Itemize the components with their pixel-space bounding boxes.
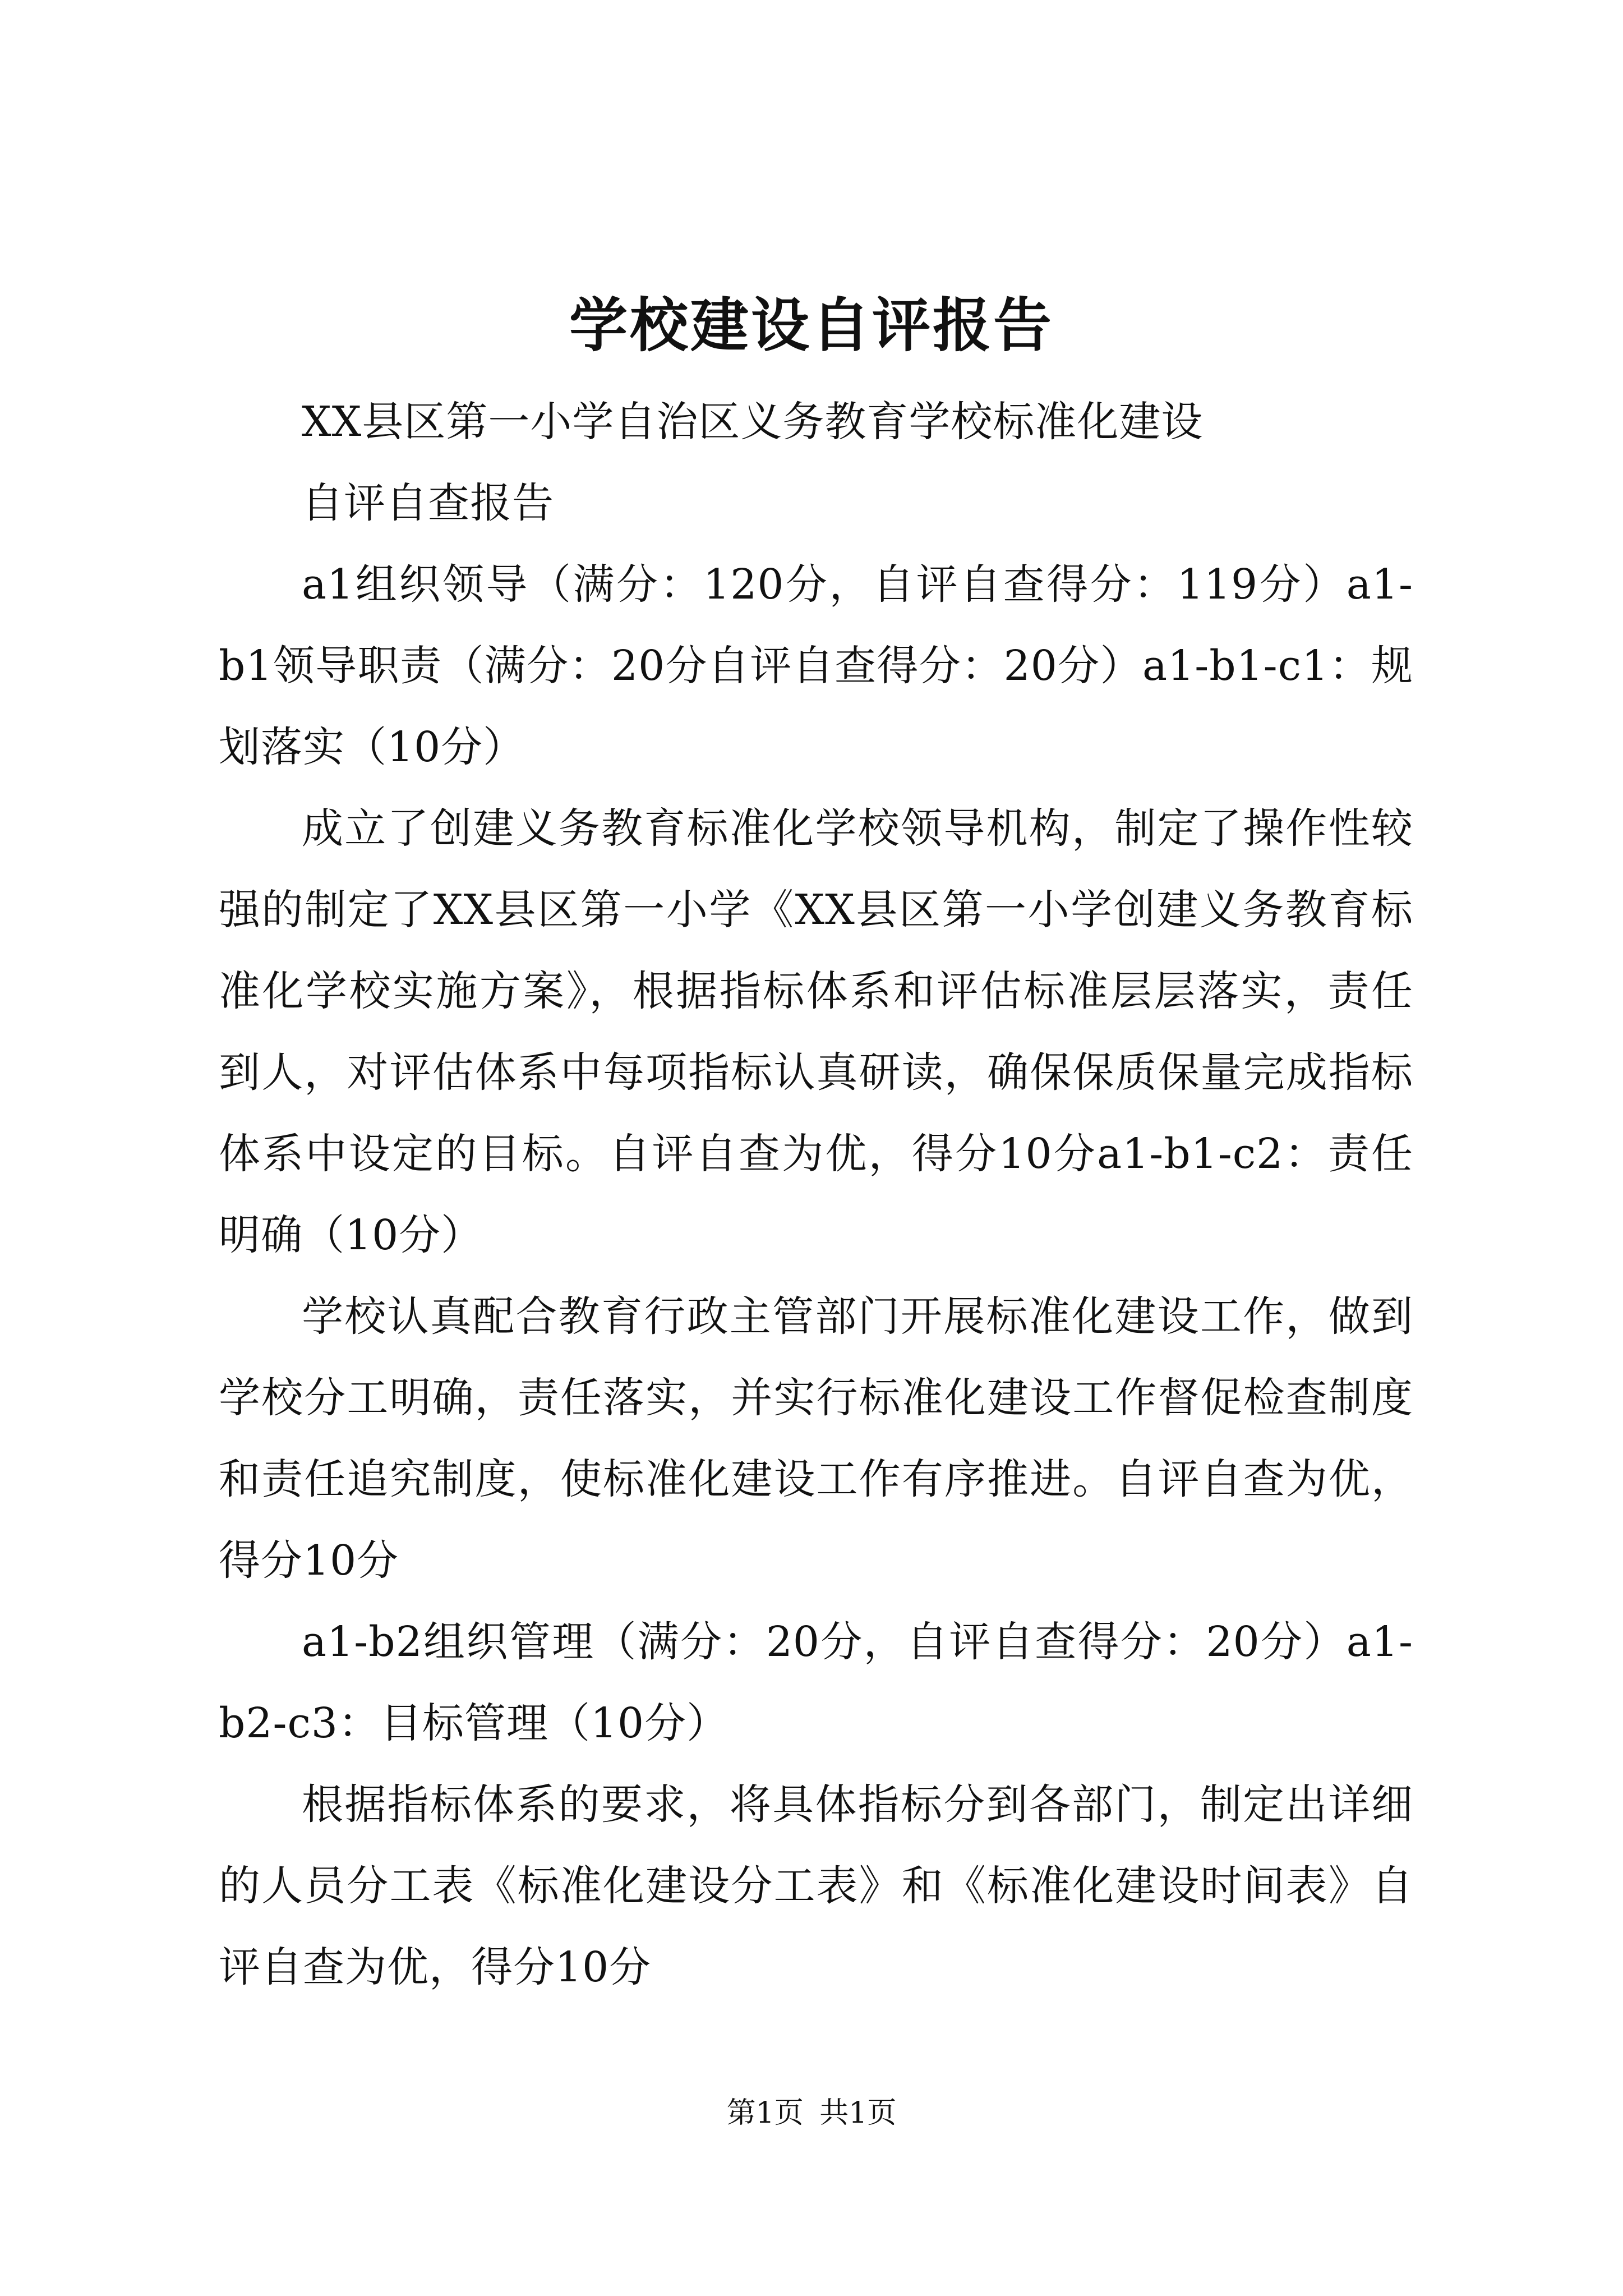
paragraph-c3-content: 根据指标体系的要求，将具体指标分到各部门，制定出详细的人员分工表《标准化建设分工表》和《标准化建设时间表》自评自查为优，得分10分 <box>219 1780 1413 1991</box>
page-number: 第1页 <box>726 2096 804 2130</box>
page-footer <box>0 2093 1623 2133</box>
paragraph-b2-heading: a1-b2组织管理（满分：20分，自评自查得分：20分）a1-b2-c3：目标管理（10分） <box>219 1618 1413 1747</box>
page-total: 共1页 <box>819 2096 897 2130</box>
document-body <box>219 381 1413 2008</box>
paragraph-c2-content: 学校认真配合教育行政主管部门开展标准化建设工作，做到学校分工明确，责任落实，并实行标准化建设工作督促检查制度和责任追究制度，使标准化建设工作有序推进。自评自查为优，得分10分 <box>219 1292 1413 1585</box>
paragraph-a1-heading: a1组织领导（满分：120分，自评自查得分：119分）a1-b1领导职责（满分：20分自评自查得分：20分）a1-b1-c1：规划落实（10分） <box>219 560 1413 771</box>
paragraph-subtitle-line1: XX县区第一小学自治区义务教育学校标准化建设 <box>302 398 1204 446</box>
paragraph-subtitle-line2: 自评自查报告 <box>302 479 554 527</box>
paragraph-c1-content: 成立了创建义务教育标准化学校领导机构，制定了操作性较强的制定了XX县区第一小学《XX县区第一小学创建义务教育标准化学校实施方案》，根据指标体系和评估标准层层落实，责任到人，对评估体系中每项指标认真研读，确保保质保量完成指标体系中设定的目标。自评自查为优，得分10分a1-b1-c2：责任明确（10分） <box>219 804 1413 1259</box>
document-title: 学校建设自评报告 <box>569 291 1054 360</box>
